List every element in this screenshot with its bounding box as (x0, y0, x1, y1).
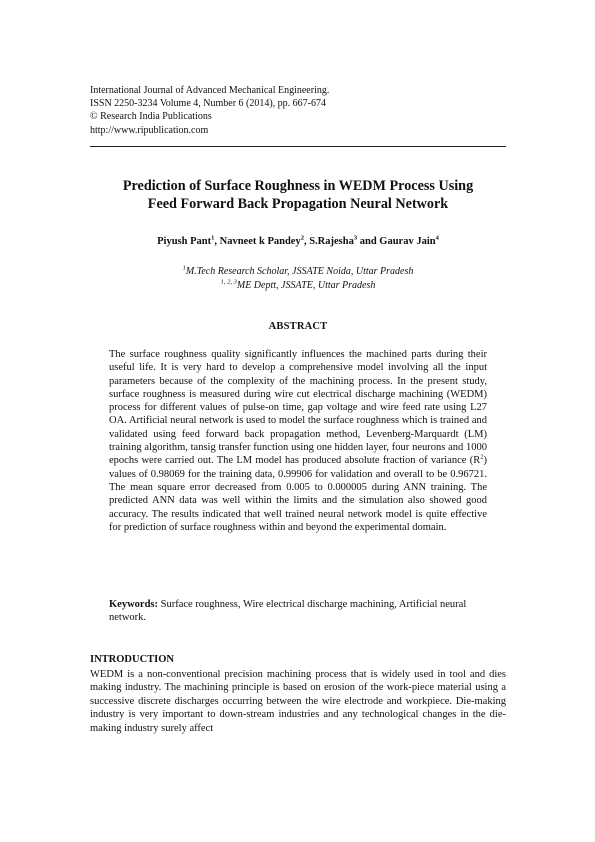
affiliation-text: M.Tech Research Scholar, JSSATE Noida, Uttar Pradesh (185, 266, 414, 277)
abstract-text-continued: ) values of 0.98069 for the training data, 0.99906 for validation and overall to be 0.96721. The mean square error decreased from 0.005 to 0.000005 during ANN training. The predicted ANN data was well within the limits and the simulation also showed good accuracy. The results indicated that well trained neural network model is quite effective for prediction of surface roughness within and beyond the experimental domain. (109, 455, 487, 533)
affiliation-1 (90, 266, 506, 277)
author-separator: , (303, 236, 310, 247)
journal-header (90, 84, 510, 137)
author-superscript: 1 (211, 234, 215, 242)
keywords-label: Keywords: (109, 599, 158, 610)
abstract-heading: ABSTRACT (268, 321, 328, 332)
keywords-text: Surface roughness, Wire electrical discharge machining, Artificial neural network. (109, 599, 467, 624)
affiliation-2 (90, 280, 506, 291)
author-separator: and (357, 236, 380, 247)
author-name: Piyush Pant (157, 236, 212, 247)
keywords (109, 598, 487, 625)
author-name: S.Rajesha (309, 236, 354, 247)
author-name: Gaurav Jain (379, 236, 436, 247)
introduction-heading: INTRODUCTION (90, 654, 175, 665)
abstract-superscript: 2 (480, 453, 484, 461)
title-line-2: Feed Forward Back Propagation Neural Network (147, 196, 449, 212)
affiliation-superscript: 1, 2, 3 (220, 278, 237, 286)
copyright-line: © Research India Publications (90, 111, 212, 123)
paper-title (90, 177, 506, 213)
journal-name: International Journal of Advanced Mechanical Engineering. (90, 85, 330, 96)
author-separator: , (214, 236, 220, 247)
affiliation-superscript: 1 (182, 264, 186, 272)
affiliation-text: ME Deptt, JSSATE, Uttar Pradesh (236, 280, 376, 291)
publisher-url: http://www.ripublication.com (90, 124, 209, 136)
author-name: Navneet k Pandey (219, 236, 301, 247)
abstract-text: The surface roughness quality significantly influences the machined parts during their useful life. It is very hard to develop a comprehensive model involving all the input parameters because of the complexity of the machining process. In the present study, surface roughness is measured during wire cut electrical discharge machining (WEDM) process for different values of pulse-on time, gap voltage and wire feed rate using L27 OA. Artificial neural network is used to model the surface roughness which is trained and validated using feed forward back propagation method, Levenberg-Marquardt (LM) training algorithm, tansig transfer function using one hidden layer, four neurons and 1000 epochs were carried out. The LM model has produced absolute fraction of variance (R (109, 349, 487, 467)
introduction-body: WEDM is a non-conventional precision machining process that is widely used in tool and dies making industry. The machining principle is based on erosion of the work-piece material using a successive discrete discharges occurring between the wire electrode and workpiece. Die-making industry is very important to down-stream industries and any technological changes in the die-making industry surely affect (90, 669, 506, 734)
abstract-body (109, 348, 487, 534)
issn-line: ISSN 2250-3234 Volume 4, Number 6 (2014), pp. 667-674 (90, 98, 327, 110)
author-list (90, 236, 506, 247)
author-superscript: 3 (353, 234, 358, 242)
title-line-1: Prediction of Surface Roughness in WEDM Process Using (122, 178, 474, 194)
header-divider (90, 146, 506, 147)
author-superscript: 4 (435, 234, 439, 242)
author-superscript: 2 (300, 234, 304, 242)
